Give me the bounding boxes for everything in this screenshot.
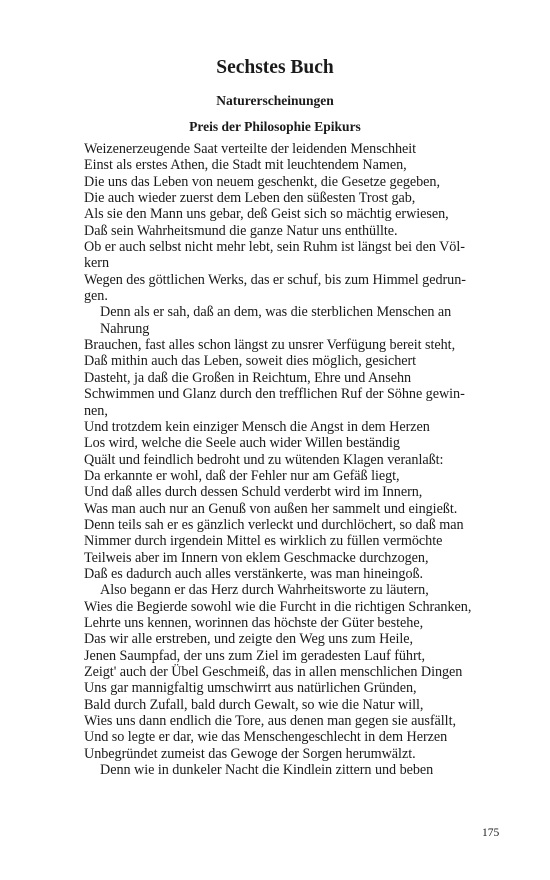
poem-line: Weizenerzeugende Saat verteilte der leidenden Menschheit xyxy=(84,141,417,157)
poem-line: Bald durch Zufall, bald durch Gewalt, so wie die Natur will, xyxy=(84,696,424,713)
poem-line: kern xyxy=(84,255,110,272)
poem-line: gen. xyxy=(84,288,108,305)
poem-line: Denn als er sah, daß an dem, was die sterblichen Menschen an xyxy=(100,304,452,321)
poem-line: Daß es dadurch auch alles verstänkerte, was man hineingoß. xyxy=(84,565,424,582)
book-title: Sechstes Buch xyxy=(216,57,334,78)
poem-line: Unbegründet zumeist das Gewoge der Sorgen herumwälzt. xyxy=(84,745,416,762)
poem-line: Quält und feindlich bedroht und zu wütenden Klagen veranlaßt: xyxy=(84,451,444,468)
poem-line: Wies die Begierde sowohl wie die Furcht in die richtigen Schranken, xyxy=(84,598,472,615)
poem-text xyxy=(84,141,510,778)
poem-line: Jenen Saumpfad, der uns zum Ziel im geradesten Lauf führt, xyxy=(84,647,426,664)
subsection-title: Preis der Philosophie Epikurs xyxy=(189,119,361,134)
poem-line: Lehrte uns kennen, worinnen das höchste der Güter bestehe, xyxy=(84,614,424,631)
poem-line: Und daß alles durch dessen Schuld verderbt wird im Innern, xyxy=(84,484,423,501)
poem-line: Einst als erstes Athen, die Stadt mit leuchtendem Namen, xyxy=(84,157,407,174)
poem-line: Wies uns dann endlich die Tore, aus denen man gegen sie ausfällt, xyxy=(84,713,456,730)
poem-line: Und trotzdem kein einziger Mensch die Angst in dem Herzen xyxy=(84,418,430,435)
poem-line: Denn teils sah er es gänzlich verleckt und durchlöchert, so daß man xyxy=(84,516,464,533)
poem-line: Die auch wieder zuerst dem Leben den süßesten Trost gab, xyxy=(84,190,416,207)
poem-line: Teilweis aber im Innern von eklem Geschmacke durchzogen, xyxy=(84,549,429,566)
poem-line: Wegen des göttlichen Werks, das er schuf, bis zum Himmel gedrun- xyxy=(84,271,466,288)
poem-line: Uns gar mannigfaltig umschwirrt aus natürlichen Gründen, xyxy=(84,680,417,697)
poem-line: Daß mithin auch das Leben, soweit dies möglich, gesichert xyxy=(84,353,417,370)
poem-line: Dasteht, ja daß die Großen in Reichtum, Ehre und Ansehn xyxy=(84,369,412,386)
poem-line: Los wird, welche die Seele auch wider Willen beständig xyxy=(84,435,400,452)
poem-line: Nimmer durch irgendein Mittel es wirklich zu füllen vermöchte xyxy=(84,533,443,550)
poem-line: Daß sein Wahrheitsmund die ganze Natur uns enthüllte. xyxy=(84,222,398,239)
page-number: 175 xyxy=(482,827,500,839)
poem-line: Und so legte er dar, wie das Menschengeschlecht in dem Herzen xyxy=(84,729,448,746)
poem-line: Das wir alle erstreben, und zeigte den Weg uns zum Heile, xyxy=(84,631,414,648)
section-title: Naturerscheinungen xyxy=(216,93,334,108)
poem-line: Als sie den Mann uns gebar, deß Geist sich so mächtig erwiesen, xyxy=(84,206,449,223)
poem-line: Denn wie in dunkeler Nacht die Kindlein zittern und beben xyxy=(100,762,434,779)
poem-line: Also begann er das Herz durch Wahrheitsworte zu läutern, xyxy=(100,582,429,599)
poem-line: Ob er auch selbst nicht mehr lebt, sein Ruhm ist längst bei den Völ- xyxy=(84,239,465,256)
poem-line: Da erkannte er wohl, daß der Fehler nur am Gefäß liegt, xyxy=(84,467,400,484)
poem-line: Was man auch nur an Genuß von außen her sammelt und eingießt. xyxy=(84,500,458,517)
poem-line: Zeigt' auch der Übel Geschmeiß, das in allen menschlichen Dingen xyxy=(84,664,463,680)
poem-line: nen, xyxy=(84,402,108,419)
poem-line: Schwimmen und Glanz durch den trefflichen Ruf der Söhne gewin- xyxy=(84,386,465,403)
poem-line: Die uns das Leben von neuem geschenkt, die Gesetze gegeben, xyxy=(84,173,440,190)
poem-line: Nahrung xyxy=(100,320,150,337)
poem-line: Brauchen, fast alles schon längst zu unsrer Verfügung bereit steht, xyxy=(84,337,456,354)
